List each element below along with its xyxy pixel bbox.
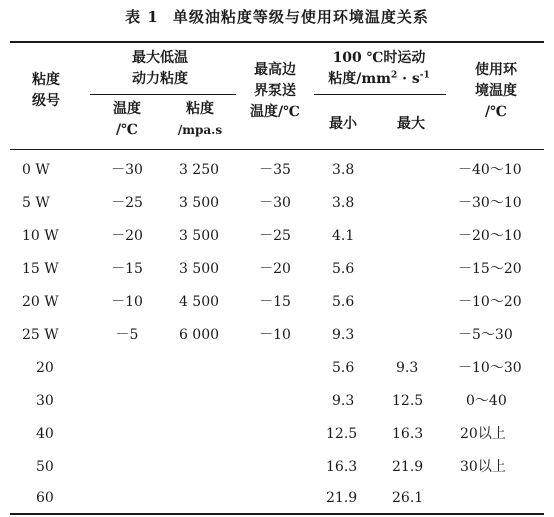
cell-env: 20以上 bbox=[460, 426, 506, 442]
table-row bbox=[0, 490, 554, 510]
cell-grade: 40 bbox=[36, 426, 54, 442]
header-grade bbox=[18, 70, 74, 112]
cell-temp: －25 bbox=[111, 195, 143, 211]
cell-pump: －20 bbox=[259, 261, 291, 277]
cell-env: －30～10 bbox=[458, 195, 522, 211]
header-visc-line1: 粘度 bbox=[186, 101, 214, 117]
cell-max: 9.3 bbox=[396, 360, 419, 376]
cell-min: 9.3 bbox=[332, 393, 355, 409]
cell-min: 9.3 bbox=[332, 327, 355, 343]
cell-grade: 30 bbox=[36, 393, 54, 409]
header-pump-line2: 界泵送 bbox=[254, 83, 296, 99]
cell-min: 5.6 bbox=[332, 294, 355, 310]
header-env bbox=[454, 60, 538, 123]
cell-temp: －20 bbox=[111, 228, 143, 244]
cell-max: 12.5 bbox=[392, 393, 424, 409]
table-row bbox=[0, 393, 554, 413]
cell-max: 16.3 bbox=[392, 426, 424, 442]
cell-min: 5.6 bbox=[332, 360, 355, 376]
cell-grade: 15 W bbox=[22, 261, 59, 277]
cell-grade: 25 W bbox=[22, 327, 59, 343]
header-temp-line2: /℃ bbox=[116, 122, 138, 138]
cell-grade: 5 W bbox=[22, 195, 50, 211]
header-visc-line2: /mpa.s bbox=[177, 123, 223, 137]
header-grade-line1: 粘度 bbox=[32, 72, 60, 88]
table-row bbox=[0, 195, 554, 215]
header-min: 最小 bbox=[329, 116, 357, 132]
table-row bbox=[0, 228, 554, 248]
header-kin-sup2: -1 bbox=[419, 70, 430, 81]
header-max: 最大 bbox=[397, 116, 425, 132]
cell-pump: －25 bbox=[259, 228, 291, 244]
table-row bbox=[0, 294, 554, 314]
header-lowtemp-line1: 最大低温 bbox=[132, 50, 188, 66]
header-env-line1: 使用环 bbox=[475, 62, 517, 78]
header-kinematic bbox=[314, 48, 444, 90]
cell-grade: 60 bbox=[36, 490, 54, 506]
table-row bbox=[0, 162, 554, 182]
header-visc bbox=[164, 99, 236, 141]
cell-pump: －10 bbox=[259, 327, 291, 343]
cell-visc: 4 500 bbox=[178, 294, 220, 310]
cell-min: 12.5 bbox=[326, 426, 358, 442]
cell-min: 5.6 bbox=[332, 261, 355, 277]
table-title: 单级油粘度等级与使用环境温度关系 bbox=[172, 8, 429, 26]
cell-visc: 3 500 bbox=[178, 228, 220, 244]
header-temp bbox=[92, 99, 162, 141]
table-row bbox=[0, 327, 554, 347]
cell-env: 0～40 bbox=[466, 393, 507, 409]
cell-env: －20～10 bbox=[458, 228, 522, 244]
cell-temp: －5 bbox=[115, 327, 139, 343]
header-lowtemp-group bbox=[92, 48, 228, 90]
cell-grade: 20 bbox=[36, 360, 54, 376]
cell-visc: 3 250 bbox=[178, 162, 220, 178]
table-row bbox=[0, 426, 554, 446]
header-temp-line1: 温度 bbox=[113, 101, 141, 117]
top-rule bbox=[10, 41, 544, 43]
header-grade-line2: 级号 bbox=[32, 93, 60, 109]
header-kin-sup: 2 bbox=[390, 70, 398, 81]
table-row bbox=[0, 360, 554, 380]
header-pump-line3: 温度/℃ bbox=[250, 104, 300, 120]
table-row bbox=[0, 459, 554, 479]
cell-env: －10～30 bbox=[458, 360, 522, 376]
cell-max: 21.9 bbox=[392, 459, 424, 475]
cell-env: 30以上 bbox=[460, 459, 506, 475]
cell-temp: －30 bbox=[111, 162, 143, 178]
cell-pump: －15 bbox=[259, 294, 291, 310]
header-pump-line1: 最高边 bbox=[254, 62, 296, 78]
cell-min: 3.8 bbox=[332, 162, 355, 178]
cell-min: 4.1 bbox=[332, 228, 355, 244]
cell-min: 16.3 bbox=[326, 459, 358, 475]
cell-min: 21.9 bbox=[326, 490, 358, 506]
header-kin-underline bbox=[314, 94, 446, 95]
header-env-line3: /℃ bbox=[485, 104, 507, 120]
cell-grade: 20 W bbox=[22, 294, 59, 310]
cell-min: 3.8 bbox=[332, 195, 355, 211]
cell-max: 26.1 bbox=[392, 490, 424, 506]
cell-env: －10～20 bbox=[458, 294, 522, 310]
header-kin-line2 bbox=[314, 69, 444, 90]
cell-grade: 10 W bbox=[22, 228, 59, 244]
header-pump bbox=[240, 60, 310, 123]
bottom-rule bbox=[10, 513, 544, 515]
cell-env: －15～20 bbox=[458, 261, 522, 277]
cell-temp: －15 bbox=[111, 261, 143, 277]
header-env-line2: 境温度 bbox=[475, 83, 517, 99]
header-kin-unit: 粘度/mm bbox=[328, 71, 391, 87]
header-lowtemp-line2: 动力粘度 bbox=[132, 71, 188, 87]
cell-env: －40～10 bbox=[458, 162, 522, 178]
header-lowtemp-underline bbox=[90, 94, 236, 95]
cell-pump: －30 bbox=[259, 195, 291, 211]
cell-temp: －10 bbox=[111, 294, 143, 310]
cell-visc: 3 500 bbox=[178, 195, 220, 211]
cell-grade: 0 W bbox=[22, 162, 50, 178]
cell-visc: 3 500 bbox=[178, 261, 220, 277]
cell-pump: －35 bbox=[259, 162, 291, 178]
table-number: 表 1 bbox=[125, 8, 159, 26]
header-kin-line1: 100 ℃时运动 bbox=[332, 50, 426, 66]
header-kin-unit-b: · s bbox=[397, 71, 420, 87]
cell-env: －5～30 bbox=[458, 327, 513, 343]
header-rule bbox=[10, 149, 544, 150]
cell-grade: 50 bbox=[36, 459, 54, 475]
table-row bbox=[0, 261, 554, 281]
cell-visc: 6 000 bbox=[178, 327, 220, 343]
table-caption bbox=[0, 6, 554, 27]
